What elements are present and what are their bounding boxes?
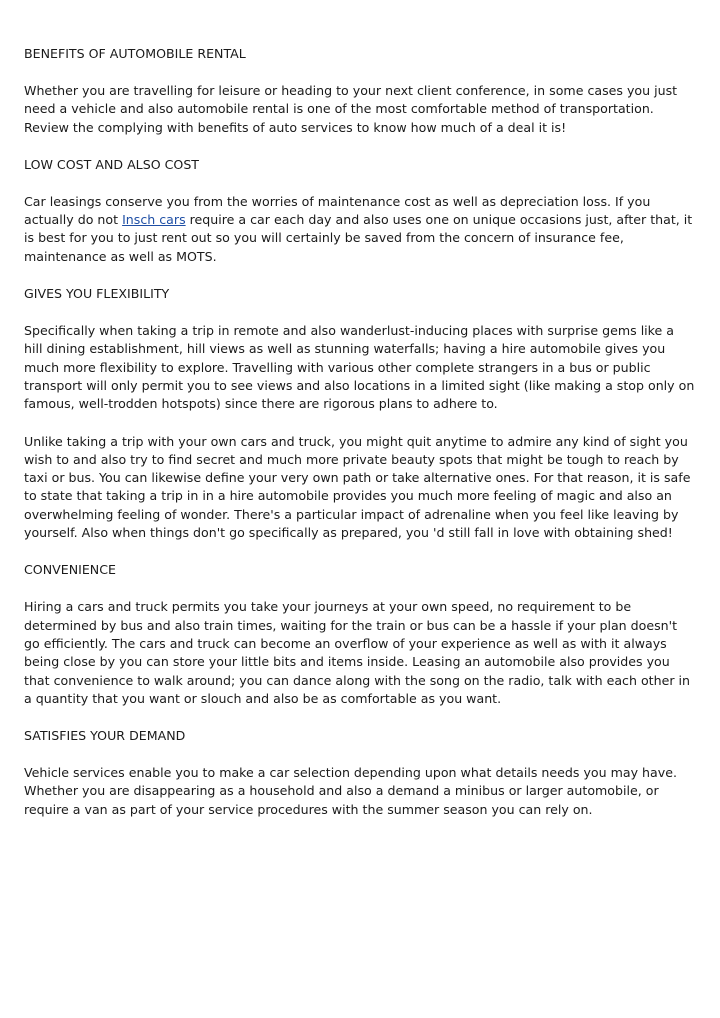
paragraph-low-cost [24,193,696,266]
heading-demand: SATISFIES YOUR DEMAND [24,728,186,744]
paragraph-low-cost-text-start: Car leasings conserve you from the worries of maintenance cost as well as depreciation loss. If you actually do not [24,193,651,228]
paragraph-flexibility-1: Specifically when taking a trip in remote and also wanderlust-inducing places with surprise gems like a hill dining establishment, hill views as well as stunning waterfalls; having a hire automobile gives you much more flexibility to explore. Travelling with various other complete strangers in a bus or public transport will only permit you to see views and also locations in a limited sight (like making a stop only on famous, well-trodden hotspots) since there are rigorous plans to adhere to. [24,323,695,412]
insch-cars-link[interactable]: Insch cars [122,212,186,228]
paragraph-demand: Vehicle services enable you to make a car selection depending upon what details needs you may have. Whether you are disappearing as a household and also a demand a minibus or larger automobile, or require a van as part of your service procedures with the summer season you can rely on. [24,765,677,817]
paragraph-intro: Whether you are travelling for leisure or heading to your next client conference, in some cases you just need a vehicle and also automobile rental is one of the most comfortable method of transportation. Review the complying with benefits of auto services to know how much of a deal it is! [24,83,678,135]
heading-low-cost: LOW COST AND ALSO COST [24,156,200,172]
heading-benefits: BENEFITS OF AUTOMOBILE RENTAL [24,46,246,61]
heading-flexibility: GIVES YOU FLEXIBILITY [24,286,170,302]
paragraph-convenience: Hiring a cars and truck permits you take your journeys at your own speed, no requirement to be determined by bus and also train times, waiting for the train or bus can be a hassle if your plan doesn't go efficiently. The cars and truck can become an overflow of your experience as well as with it always being close by you can store your little bits and items inside. Leasing an automobile also provides you that convenience to walk around; you can dance along with the song on the radio, talk with each other in a quantity that you want or slouch and also be as comfortable as you want. [24,599,690,706]
paragraph-flexibility-2: Unlike taking a trip with your own cars and truck, you might quit anytime to admire any kind of sight you wish to and also try to find secret and much more private beauty spots that might be tough to reach by taxi or bus. You can likewise define your very own path or take alternative ones. For that reason, it is safe to state that taking a trip in in a hire automobile provides you much more feeling of magic and also an overwhelming feeling of wonder. There's a particular impact of adrenaline when you feel like leaving by yourself. Also when things don't go specifically as prepared, you 'd still fall in love with obtaining shed! [24,433,691,541]
paragraph-low-cost-text-end: require a car each day and also uses one on unique occasions just, after that, it is best for you to just rent out so you will certainly be saved from the concern of insurance fee, maintenance as well as MOTS. [24,212,693,264]
heading-convenience: CONVENIENCE [24,562,116,578]
